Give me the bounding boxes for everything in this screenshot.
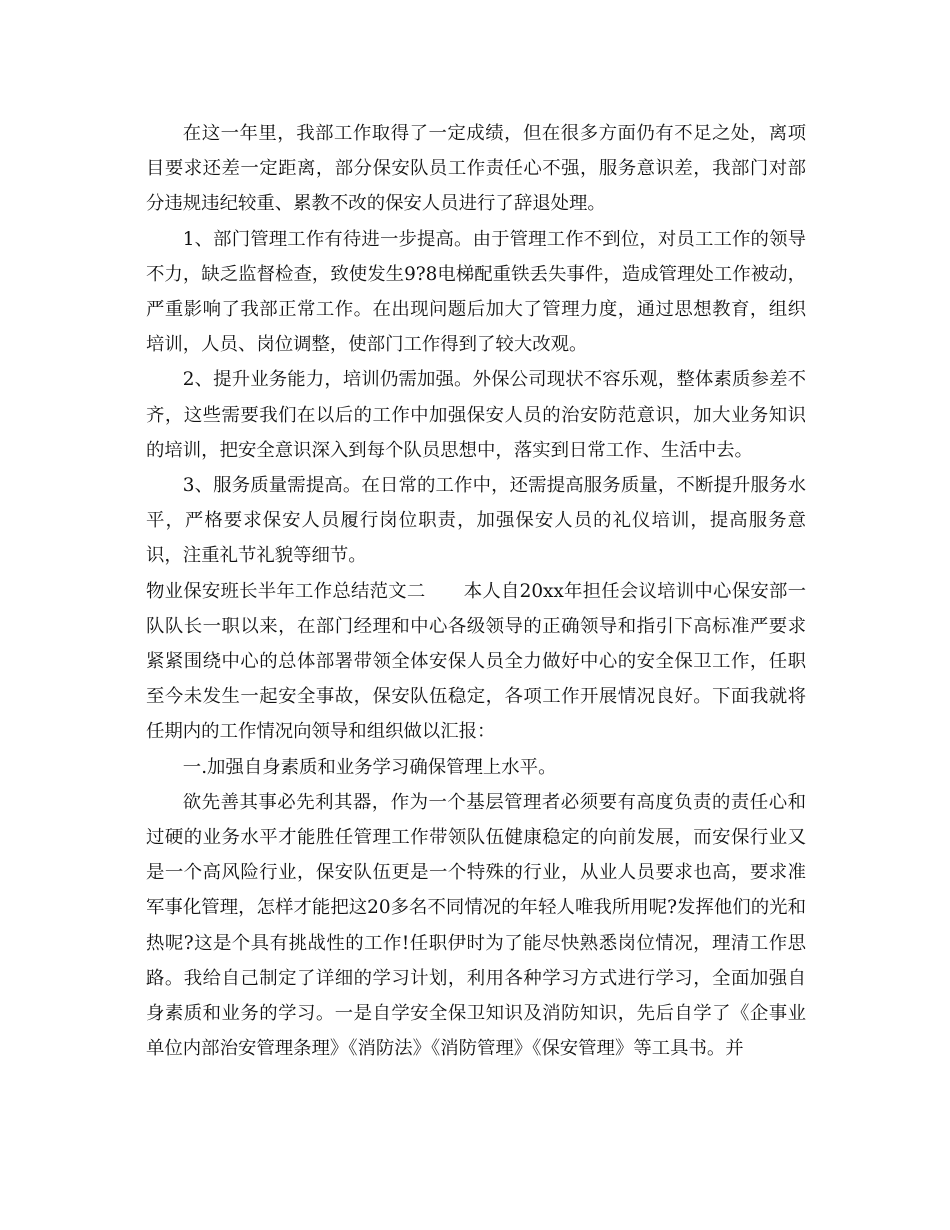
paragraph-summary: 在这一年里，我部工作取得了一定成绩，但在很多方面仍有不足之处，离项目要求还差一定距离，部分保安队员工作责任心不强，服务意识差，我部门对部分违规违纪较重、累教不改的保安人员进行了辞退处理。 bbox=[146, 123, 806, 215]
heading-1: 一.加强自身素质和业务学习确保管理上水平。 bbox=[182, 756, 557, 778]
section-title: 物业保安班长半年工作总结范文二 bbox=[146, 580, 426, 602]
document-body bbox=[146, 116, 806, 1066]
paragraph-point-1: 1、部门管理工作有待进一步提高。由于管理工作不到位，对员工工作的领导不力，缺乏监督检查，致使发生9?8电梯配重铁丢失事件，造成管理处工作被动，严重影响了我部正常工作。在出现问题后加大了管理力度，通过思想教育，组织培训，人员、岗位调整，使部门工作得到了较大改观。 bbox=[146, 228, 806, 356]
paragraph-point-3: 3、服务质量需提高。在日常的工作中，还需提高服务质量，不断提升服务水平，严格要求保安人员履行岗位职责，加强保安人员的礼仪培训，提高服务意识，注重礼节礼貌等细节。 bbox=[146, 475, 806, 567]
section-block bbox=[146, 574, 806, 750]
paragraph-last: 欲先善其事必先利其器，作为一个基层管理者必须要有高度负责的责任心和过硬的业务水平才能胜任管理工作带领队伍健康稳定的向前发展，而安保行业又是一个高风险行业，保安队伍更是一个特殊的行业，从业人员要求也高，要求准军事化管理，怎样才能把这20多名不同情况的年轻人唯我所用呢?发挥他们的光和热呢?这是个具有挑战性的工作!任职伊时为了能尽快熟悉岗位情况，理清工作思路。我给自己制定了详细的学习计划，利用各种学习方式进行学习，全面加强自身素质和业务的学习。一是自学安全保卫知识及消防知识，先后自学了《企事业单位内部治安管理条理》《消防法》《消防管理》《保安管理》等工具书。并 bbox=[146, 791, 806, 1060]
paragraph-point-2: 2、提升业务能力，培训仍需加强。外保公司现状不容乐观，整体素质参差不齐，这些需要我们在以后的工作中加强保安人员的治安防范意识，加大业务知识的培训，把安全意识深入到每个队员思想中，落实到日常工作、生活中去。 bbox=[146, 369, 806, 461]
section-intro: 本人自20xx年担任会议培训中心保安部一队队长一职以来，在部门经理和中心各级领导的正确领导和指引下高标准严要求紧紧围绕中心的总体部署带领全体安保人员全力做好中心的安全保卫工作，任职至今未发生一起安全事故，保安队伍稳定，各项工作开展情况良好。下面我就将任期内的工作情况向领导和组织做以汇报： bbox=[146, 580, 806, 743]
